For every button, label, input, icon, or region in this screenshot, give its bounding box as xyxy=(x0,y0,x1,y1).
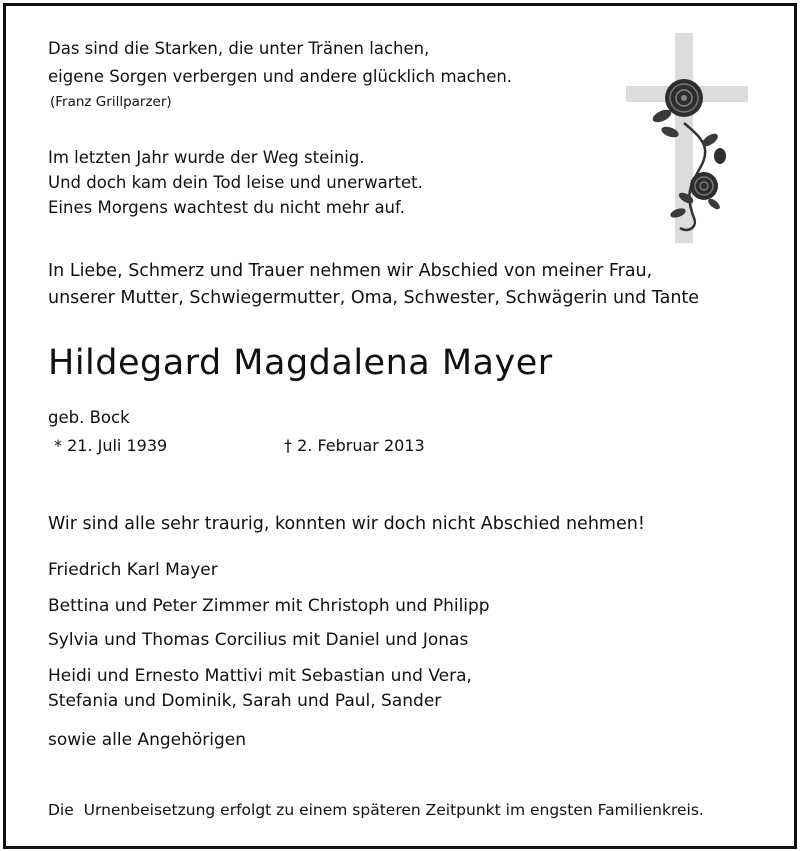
announcement-line-2: unserer Mutter, Schwiegermutter, Oma, Schwester, Schwägerin und Tante xyxy=(48,288,700,308)
quote-line-1: Das sind die Starken, die unter Tränen lachen, xyxy=(48,39,430,58)
mourner-line: Heidi und Ernesto Mattivi mit Sebastian und Vera, xyxy=(48,666,472,686)
quote-author: (Franz Grillparzer) xyxy=(50,94,172,110)
announcement-line-1: In Liebe, Schmerz und Trauer nehmen wir Abschied von meiner Frau, xyxy=(48,261,653,281)
mourner-line: sowie alle Angehörigen xyxy=(48,730,247,750)
mourner-line: Bettina und Peter Zimmer mit Christoph und Philipp xyxy=(48,596,490,616)
quote-line-2: eigene Sorgen verbergen und andere glücklich machen. xyxy=(48,67,513,86)
death-date: † 2. Februar 2013 xyxy=(284,436,425,455)
intro-line-2: Und doch kam dein Tod leise und unerwartet. xyxy=(48,173,423,192)
farewell-text: Wir sind alle sehr traurig, konnten wir doch nicht Abschied nehmen! xyxy=(48,514,645,534)
intro-line-1: Im letzten Jahr wurde der Weg steinig. xyxy=(48,148,365,167)
mourner-line: Stefania und Dominik, Sarah und Paul, Sander xyxy=(48,691,442,711)
footer-text: Die Urnenbeisetzung erfolgt zu einem späteren Zeitpunkt im engsten Familienkreis. xyxy=(48,801,704,819)
cross-with-roses-icon xyxy=(622,28,752,248)
birth-name: geb. Bock xyxy=(48,408,130,427)
mourner-line: Sylvia und Thomas Corcilius mit Daniel und Jonas xyxy=(48,630,469,650)
deceased-name: Hildegard Magdalena Mayer xyxy=(48,343,553,383)
intro-line-3: Eines Morgens wachtest du nicht mehr auf. xyxy=(48,198,405,217)
birth-date: * 21. Juli 1939 xyxy=(54,436,168,455)
mourner-line: Friedrich Karl Mayer xyxy=(48,560,218,580)
